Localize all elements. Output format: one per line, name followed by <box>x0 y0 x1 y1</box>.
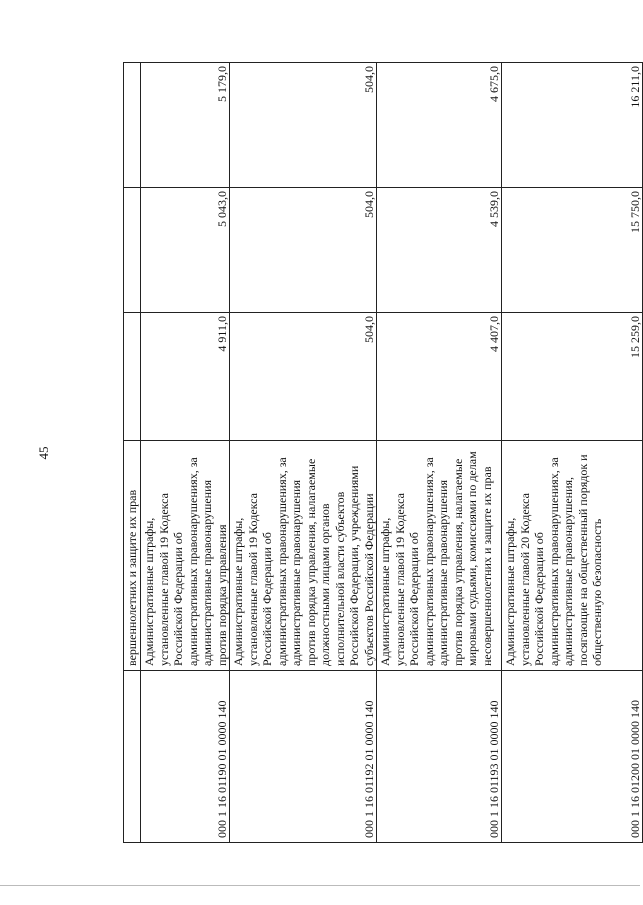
value-cell-year-1: 4 407,0 <box>377 313 502 441</box>
value-cell-year-2 <box>124 188 141 313</box>
table-row <box>502 63 643 843</box>
revenue-name-cell: Административные штрафы, установленные главой 20 Кодекса Российской Федерации об административных правонарушениях, за административные правонарушения, посягающие на общественный порядок и общественную безопасность <box>502 441 643 671</box>
table-row <box>124 63 141 843</box>
value-cell-year-1: 4 911,0 <box>141 313 230 441</box>
value-cell-year-3: 5 179,0 <box>141 63 230 188</box>
table-row <box>230 63 377 843</box>
revenue-name-cell: Административные штрафы, установленные главой 19 Кодекса Российской Федерации об административных правонарушениях, за административные правонарушения против порядка управления <box>141 441 230 671</box>
value-cell-year-2: 504,0 <box>230 188 377 313</box>
revenue-code-cell: 000 1 16 01190 01 0000 140 <box>141 671 230 843</box>
revenue-name-cell: Административные штрафы, установленные главой 19 Кодекса Российской Федерации об административных правонарушениях, за административные правонарушения против порядка управления, налагаемые мировыми судьями, комиссиями по делам несовершеннолетних и защите их прав <box>377 441 502 671</box>
revenue-name-cell: вершеннолетних и защите их прав <box>124 441 141 671</box>
revenue-code-cell: 000 1 16 01200 01 0000 140 <box>502 671 643 843</box>
value-cell-year-1: 15 259,0 <box>502 313 643 441</box>
revenue-code-cell: 000 1 16 01192 01 0000 140 <box>230 671 377 843</box>
page-bottom-rule <box>0 885 640 886</box>
budget-revenue-table <box>123 63 642 843</box>
value-cell-year-2: 4 539,0 <box>377 188 502 313</box>
value-cell-year-3 <box>124 63 141 188</box>
revenue-code-cell <box>124 671 141 843</box>
value-cell-year-2: 15 750,0 <box>502 188 643 313</box>
page-number: 45 <box>36 446 51 460</box>
table-row <box>377 63 502 843</box>
revenue-name-cell: Административные штрафы, установленные главой 19 Кодекса Российской Федерации об административных правонарушениях, за административные правонарушения против порядка управления, налагаемые должностными лицами органов исполнительной власти субъектов Российской Федерации, учреждениями субъектов Российской Федерации <box>230 441 377 671</box>
value-cell-year-3: 4 675,0 <box>377 63 502 188</box>
value-cell-year-1 <box>124 313 141 441</box>
value-cell-year-1: 504,0 <box>230 313 377 441</box>
value-cell-year-3: 16 211,0 <box>502 63 643 188</box>
value-cell-year-3: 504,0 <box>230 63 377 188</box>
value-cell-year-2: 5 043,0 <box>141 188 230 313</box>
table-row <box>141 63 230 843</box>
revenue-code-cell: 000 1 16 01193 01 0000 140 <box>377 671 502 843</box>
